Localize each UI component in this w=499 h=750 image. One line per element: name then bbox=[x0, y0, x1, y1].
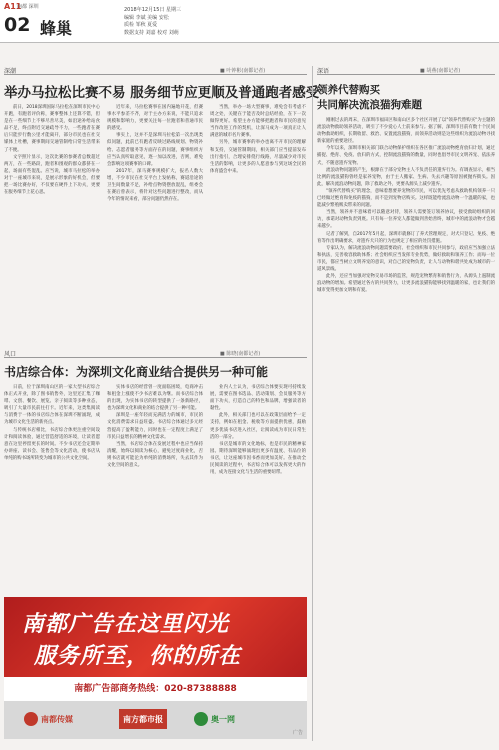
page-number: 02 bbox=[4, 14, 31, 36]
oeeee-logo bbox=[194, 709, 235, 729]
ad-slogan-line1: 南都广告在这里闪光 bbox=[22, 612, 230, 637]
ad-label: 广告 bbox=[292, 730, 303, 736]
producer-line: 数据支持 刘嘉 校对 刘萌 bbox=[124, 29, 179, 36]
article1-para: 近年来，马拉松赛事在国内遍地开花，但赛事水平参差不齐，对于主办方来说，不能只追求规模和影响力，更要关注每一位跑者和普通市民的感受。 bbox=[107, 105, 203, 132]
ad-hotline: 南都广告部商务热线：020-87388888 bbox=[74, 684, 237, 694]
article2-section-tag: 深语 bbox=[317, 68, 330, 75]
article1-para: 事实上，这并不是深圳马拉松第一次出现类似问题，此前已有跑者反映过路线规划、物资补给、志愿者服务等方面存在的问题，赛事组织方应当认真听取意见，逐一加以改进，否则，难免会影响这项赛事的口碑。 bbox=[107, 133, 203, 167]
article1-para: 当然，举办一场大型赛事，难免会有考虑不周之处，关键在于能否及时总结经验，在下一次做得更好。希望主办方能够把跑者和市民的意见当作改进工作的契机，让深马成为一项真正让人满意的城市名片赛事。 bbox=[210, 105, 306, 139]
proof-line: 质检 邹秋 夏爱 bbox=[124, 22, 158, 28]
article3-para: 当然，书店综合体在发展过程中也应当保持清醒，始终以阅读为核心，避免过度商业化，否则书店就可能沦为单纯的消费场所，失去其作为文化空间的意义。 bbox=[107, 441, 203, 469]
ad-banner bbox=[4, 597, 307, 677]
article2-para: 此外，还应当加强对宠物交易市场的监管，规范宠物繁育和销售行为，从源头上遏制流浪动物的增加。希望通过各方的共同努力，让更多流浪猫狗能够找到温暖的家，也让我们的城市变得更加文明和有爱。 bbox=[317, 274, 495, 294]
logo3-label: 奥一网 bbox=[211, 714, 235, 724]
article3-col-1 bbox=[4, 384, 100, 590]
article3-para: 业内人士认为，书店综合体要实现可持续发展，需要在图书选品、活动策划、会员服务等方面下功夫，打造自己的特色和品牌，增强读者的黏性。 bbox=[210, 385, 306, 412]
article1-col-3 bbox=[210, 104, 306, 340]
article2-para: 当然，领养并不意味着可以随意对待，领养人需要签订领养协议，接受救助组织的回访，承诺对动物负责到底。只有每一位养宠人都能做到善始善终，城市中的流浪动物才会越来越少。 bbox=[317, 210, 495, 230]
article2-body bbox=[317, 117, 495, 739]
article2-rule bbox=[317, 74, 495, 75]
masthead-meta bbox=[124, 7, 294, 37]
editor-line: 编辑 李斌 美编 安松 bbox=[124, 14, 169, 21]
article3-para: 实体书店的经营曾一度面临困境，电商冲击和租金上涨使不少书店难以为继。而书店综合体的出现，为实体书店的转型提供了一条新路径，也为深圳文化和商业的结合提供了另一种可能。 bbox=[107, 385, 203, 412]
brand-mark: A11 bbox=[4, 2, 22, 11]
article1-col-1 bbox=[4, 104, 100, 340]
nandu-logo-icon bbox=[24, 712, 38, 726]
article2-para: 专家认为，解决流浪动物问题需要政府、社会组织和市民共同参与，政府应当加强立法和执法，完善收容救助体系；社会组织应当发挥专业优势，做好救助和领养工作；而每一位市民，都应当树立文明养宠的意识，对自己的宠物负责，让人与动物和谐共处成为城市的一道风景线。 bbox=[317, 245, 495, 272]
advertisement[interactable] bbox=[4, 597, 307, 739]
article1-para: 前日，2018深圳国际马拉松在深圳市民中心开跑，有跑者评价称，赛事整体上还算不错，但是在一些细节上不够尽善尽美，如沿途补给站食品不足，终点附近交通疏导不力，一些跑者在赛后只能步行数公里才能离开，部分市民也在社交媒体上吐槽，赛事期间交通管制给日常生活带来了不便。 bbox=[4, 105, 100, 153]
article3-para: 此外，相关部门也可以在政策层面给予一定支持，例如在租金、税收等方面提供优惠，鼓励更多优质书店进入社区，让阅读成为市民日常生活的一部分。 bbox=[210, 413, 306, 440]
ad-footer bbox=[4, 701, 307, 739]
article3-col-3 bbox=[210, 384, 306, 590]
article3-col-2 bbox=[107, 384, 203, 590]
article3-rule bbox=[4, 357, 307, 358]
ad-slogan-line2: 服务所至，你的所在 bbox=[34, 644, 242, 669]
article1-byline: ■ 叶钟彬(南都记者) bbox=[220, 68, 266, 74]
article3-para: 书店是城市的文化地标，也是市民的精神家园。期待深圳能够涌现出更多有温度、有品位的书店，让这座城市因书香而更加美好。在推动全民阅读的过程中，书店综合体可以发挥更大的作用，成为连接文化与生活的重要纽带。 bbox=[210, 441, 306, 476]
article3-para: 深圳是一座年轻而充满活力的城市，市民的文化消费需求日益旺盛。书店综合体通过多元经营提高了盈利能力，同时也在一定程度上满足了市民日益增长的精神文化需求。 bbox=[107, 413, 203, 440]
section-name: 蜂巢 bbox=[40, 19, 73, 38]
article1-para: 2017年，深马赛事规模扩大，报名人数大增，不少市民在社交平台上发帖称，赛道沿途的卫生间数量不足，补给点物资摆放混乱，组委会在赛后曾表示，将针对这些问题进行整改，而从今年的情况来看，部分问题仍然存在。 bbox=[107, 168, 203, 203]
article1-headline: 举办马拉松比赛不易 服务细节应更顺及普通跑者感受 bbox=[4, 85, 320, 101]
nandu-media-logo bbox=[24, 709, 73, 729]
article1-col-2 bbox=[107, 104, 203, 340]
article2-headline-line1: 领养代替购买 bbox=[317, 84, 380, 96]
column-divider bbox=[312, 66, 313, 741]
article2-para: "领养代替购买"的理念，意味着想要养宠物的市民，可以优先考虑从救助机构领养一只已经做过绝育和免疫的猫狗，而不是到宠物店购买。这样既能给流浪动物一个温暖的家，也能减少繁殖贩卖带来的问题。 bbox=[317, 188, 495, 209]
article2-para: 流浪动物问题的产生，根源在于部分宠物主人不负责任的遗弃行为。有调查显示，相当比例的流浪猫狗曾经是家养宠物，由于主人搬家、生病、失去兴趣等原因被抛弃街头。因此，解决流浪动物问题，除了救助之外，更要从源头上减少遗弃。 bbox=[317, 167, 495, 187]
article1-para: 文字照片显示，这次比赛的参赛者总数超过两万，在一些路段，跑者和围观的群众都挤在一起，场面有些混乱。应当说，城市马拉松的举办对于一座城市来说，是展示形象的好机会，但要把一场比赛办好，不仅要在硬件上下功夫，更要在服务细节上花心思。 bbox=[4, 154, 100, 196]
date-line: 2018年12月15日 星期三 bbox=[124, 7, 182, 13]
article3-byline: ■ 陈晓(南都记者) bbox=[220, 351, 261, 357]
article3-para: 日前，位于深圳南山区的一家大型书店综合体正式开业，除了图书销售外，这里还汇集了咖啡、文创、餐饮、展览、亲子阅读等多种业态，吸引了大量市民前往打卡。近年来，这类集阅读与消费于一体的书店综合体在深圳不断涌现，成为城市文化生活的新亮点。 bbox=[4, 385, 100, 426]
oeeee-logo-icon bbox=[194, 712, 208, 726]
brand-sub: 南都 深圳 bbox=[17, 4, 39, 10]
article2-para: 刚刚过去的周末，在深圳市福田区和南山区多个社区开展了以"领养代替购买"为主题的流浪动物救助领养活动，吸引了不少爱心人士前来参与。据了解，深圳市目前有数十个民间动物救助组织，长期收留、救治、安置流浪猫狗，而领养活动则是这些组织为流浪动物寻找新家庭的重要途径。 bbox=[317, 118, 495, 145]
article2-para: 今年以来，深圳市相关部门联合动物保护组织在各区推广流浪动物绝育放归计划，通过捕捉、绝育、免疫、放归的方式，控制流浪猫狗的数量，同时也倡导市民文明养宠、依法养犬，不随意遗弃宠物。 bbox=[317, 146, 495, 166]
article1-section-tag: 深潮 bbox=[4, 68, 17, 75]
article2-byline: ■ 胡燕(南都记者) bbox=[420, 68, 461, 74]
article3-headline: 书店综合体：为深圳文化商业结合提供另一种可能 bbox=[4, 365, 269, 379]
article1-para: 另外，城市赛事的举办也离不开市民的理解和支持，交通管制期间，相关部门应当提前发布出行指引，合理安排绕行线路，尽量减少对市民生活的影响，让更多的人愿意参与到这场全民的体育盛会中来。 bbox=[210, 140, 306, 174]
article3-para: 与传统书店相比，书店综合体更注重空间设计和阅读体验，通过营造舒适的环境，让读者愿意在这里停留更长的时间。不少书店还会定期举办讲座、读书会、签售会等文化活动，使书店从单纯的购书场所转变为城市的公共文化空间。 bbox=[4, 427, 100, 461]
article1-rule bbox=[4, 74, 307, 75]
masthead bbox=[0, 0, 499, 43]
logo1-label: 南都传媒 bbox=[41, 714, 73, 724]
article3-section-tag: 风口 bbox=[4, 351, 17, 358]
southern-metropolis-logo: 南方都市报 bbox=[119, 709, 167, 729]
article2-headline-line2: 共同解决流浪猫狗难题 bbox=[317, 99, 422, 111]
article2-para: 记者了解到，自2017年5月起，深圳市就修订了养犬管理规定，对犬只登记、免疫、绝育等作出明确要求，对遗弃犬只的行为也规定了相应的处罚措施。 bbox=[317, 231, 495, 244]
